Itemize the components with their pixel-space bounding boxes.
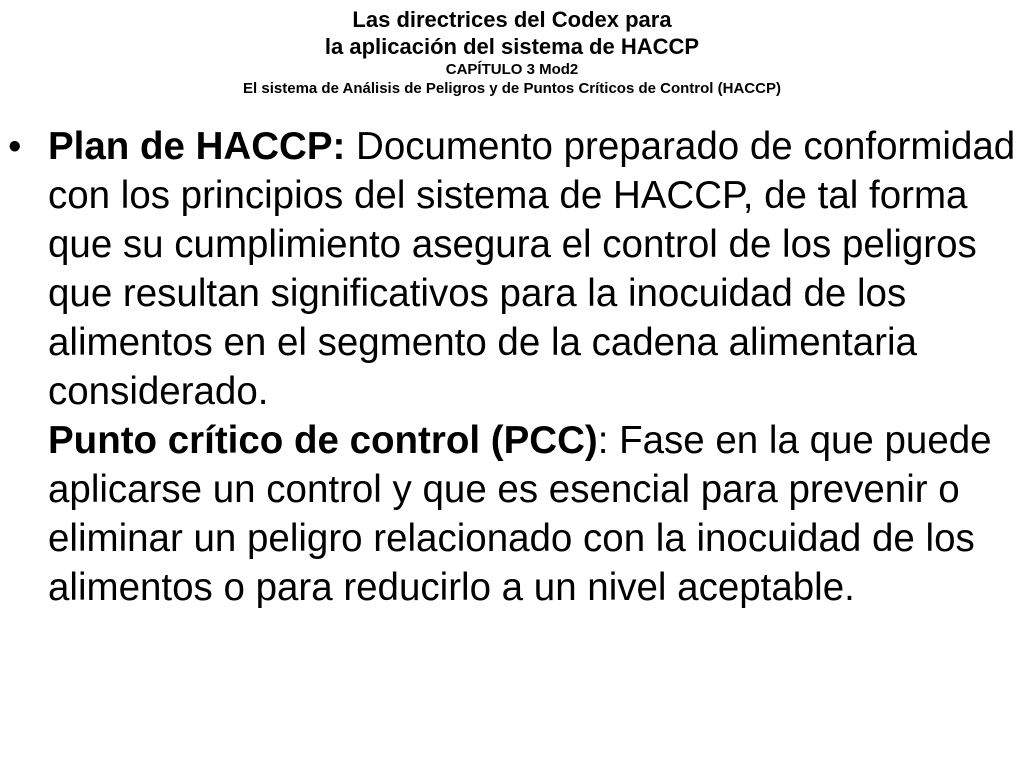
definition-haccp-plan [48, 122, 1016, 416]
bullet-item [0, 122, 1024, 612]
slide-header [0, 6, 1024, 98]
chapter-label: CAPÍTULO 3 Mod2 [445, 61, 579, 78]
definition-pcc [48, 416, 1016, 612]
bullet-icon: • [8, 125, 22, 168]
title-line-2: la aplicación del sistema de HACCP [324, 34, 700, 59]
definition-text-pcc: : Fase en la que puede aplicarse un control y que es esencial para prevenir o eliminar un peligro relacionado con la inocuidad de los alimentos o para reducirlo a un nivel aceptable. [48, 419, 992, 609]
definition-text-haccp-plan: Documento preparado de conformidad con los principios del sistema de HACCP, de tal forma que su cumplimiento asegura el control de los peligros que resultan significativos para la inocuidad de los alimentos en el segmento de la cadena alimentaria considerado. [48, 125, 1016, 413]
subtitle: El sistema de Análisis de Peligros y de Puntos Críticos de Control (HACCP) [243, 80, 781, 97]
title-line-1: Las directrices del Codex para [352, 7, 672, 32]
term-pcc: Punto crítico de control (PCC) [48, 419, 598, 462]
term-haccp-plan: Plan de HACCP: [48, 125, 346, 168]
bullet-list [0, 122, 1024, 612]
